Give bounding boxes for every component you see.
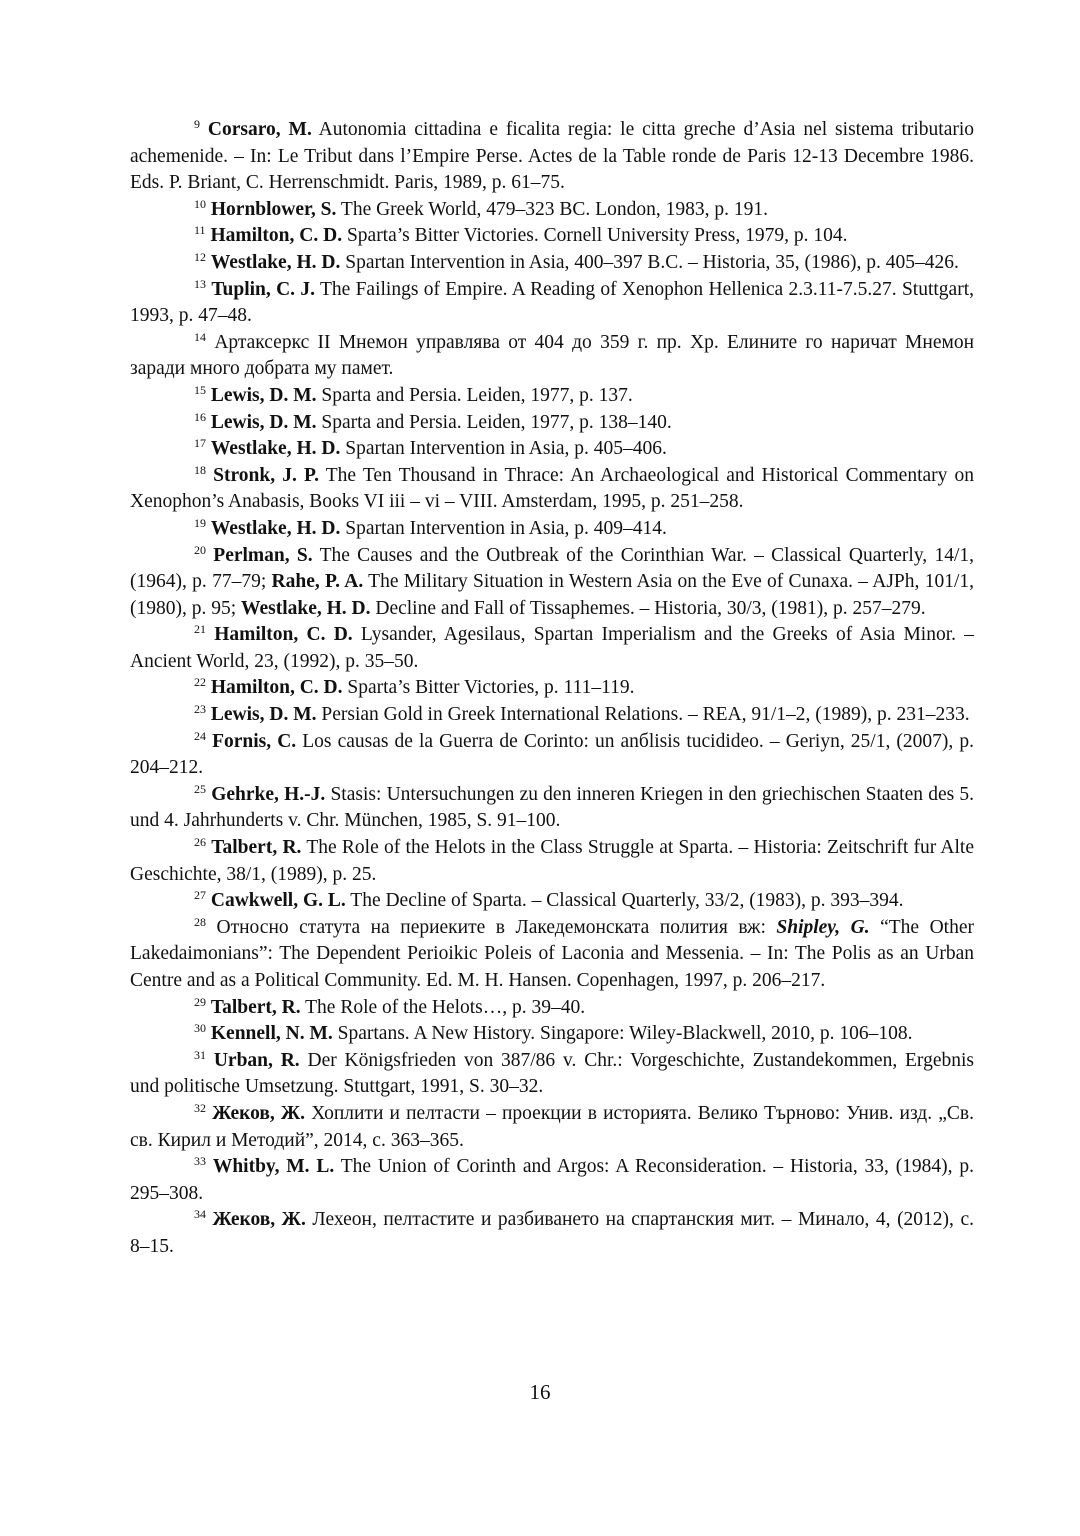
reference-text: Los causas de la Guerra de Corinto: un anбlisis tucidideo. – Geriyn, 25/1, (2007), p. 204–212. <box>130 730 974 779</box>
footnote-number: 22 <box>194 675 206 690</box>
reference-text: Spartan Intervention in Asia, p. 405–406. <box>340 438 667 460</box>
footnote-number: 31 <box>194 1047 206 1062</box>
footnote-number: 20 <box>194 542 206 557</box>
footnote-number: 10 <box>194 196 206 211</box>
reference-text: Относно статута на периеките в Лакедемонската полития вж: <box>216 916 777 938</box>
footnote-number: 27 <box>194 888 206 903</box>
author-name: Westlake, H. D. <box>210 438 341 460</box>
author-name: Жеков, Ж. <box>212 1102 306 1124</box>
author-name: Stronk, J. P. <box>213 464 319 486</box>
footnote-number: 9 <box>194 117 200 131</box>
author-name: Perlman, S. <box>213 544 313 566</box>
page-number: 16 <box>529 1380 551 1404</box>
reference-text: Lysander, Agesilaus, Spartan Imperialism and the Greeks of Asia Minor. – Ancient World, 23, (1992), p. 35–50. <box>130 624 975 672</box>
footnote <box>130 277 974 330</box>
footnote <box>130 622 974 675</box>
reference-text: The Decline of Sparta. – Classical Quarterly, 33/2, (1983), p. 393–394. <box>345 890 904 912</box>
author-name: Hamilton, C. D. <box>210 677 343 699</box>
footnote <box>130 516 974 543</box>
reference-text: The Military Situation in Western Asia on the Eve of Cunaxa. – AJPh, 101/1, (1980), p. 95; <box>130 571 974 619</box>
reference-text: The Failings of Empire. A Reading of Xenophon Hellenica 2.3.11-7.5.27. Stuttgart, 1993, p. 47–48. <box>130 278 975 327</box>
reference-text: Autonomia cittadina e ficalita regia: le citta greche d’Asia nel sistema tributario achemenide. – In: Le Tribut dans l’Empire Perse. Actes de la Table ronde de Paris 12-13 Decembre 1986. Eds. P. Briant, C. Herrenschmidt. Paris, 1989, p. 61–75. <box>130 119 975 194</box>
footnote <box>130 782 974 835</box>
author-name: Lewis, D. M. <box>210 411 317 433</box>
footnote <box>130 675 974 702</box>
footnote-number: 28 <box>194 914 206 929</box>
footnote <box>130 197 974 224</box>
footnote <box>130 117 974 197</box>
reference-text: Артаксеркс II Мнемон управлява от 404 до 359 г. пр. Хр. Елините го наричат Мнемон заради много добрата му памет. <box>130 331 975 380</box>
reference-text: Decline and Fall of Tissaphemes. – Historia, 30/3, (1981), p. 257–279. <box>370 597 926 619</box>
author-name: Talbert, R. <box>211 837 302 859</box>
footnote <box>130 1048 974 1101</box>
reference-text: Sparta’s Bitter Victories. Cornell University Press, 1979, p. 104. <box>342 225 848 247</box>
reference-text: Persian Gold in Greek International Relations. – REA, 91/1–2, (1989), p. 231–233. <box>316 704 970 726</box>
footnote-number: 14 <box>194 329 206 344</box>
author-name: Westlake, H. D. <box>210 251 341 273</box>
footnote <box>130 1207 974 1260</box>
footnote <box>130 436 974 463</box>
footnote <box>130 463 974 516</box>
reference-text: The Union of Corinth and Argos: A Reconsideration. – Historia, 33, (1984), p. 295–308. <box>130 1156 974 1204</box>
author-name: Gehrke, H.-J. <box>211 783 326 805</box>
reference-text: Sparta’s Bitter Victories, p. 111–119. <box>342 677 635 699</box>
author-name: Talbert, R. <box>210 996 301 1018</box>
footnote <box>130 1021 974 1048</box>
reference-text: Sparta and Persia. Leiden, 1977, p. 137. <box>316 384 633 406</box>
author-name: Rahe, P. A. <box>271 571 364 593</box>
reference-text: The Causes and the Outbreak of the Corinthian War. – Classical Quarterly, 14/1, (1964), p. 77–79; <box>130 544 975 593</box>
reference-text: Spartan Intervention in Asia, 400–397 B.C. – Historia, 35, (1986), p. 405–426. <box>340 251 959 273</box>
footnote-number: 32 <box>194 1100 206 1115</box>
reference-text: The Role of the Helots…, p. 39–40. <box>300 996 586 1018</box>
footnote <box>130 410 974 437</box>
author-name: Kennell, N. M. <box>210 1023 333 1045</box>
footnote-number: 12 <box>194 249 206 264</box>
footnote-number: 25 <box>194 781 206 796</box>
footnote-number: 34 <box>194 1207 206 1222</box>
footnote <box>130 330 974 383</box>
footnote-number: 23 <box>194 702 206 717</box>
footnote-number: 11 <box>194 223 206 238</box>
author-name: Hamilton, C. D. <box>210 225 343 247</box>
footnote <box>130 1154 974 1207</box>
reference-text: Лехеон, пелтастите и разбиването на спартанския мит. – Минало, 4, (2012), с. 8–15. <box>130 1209 974 1257</box>
author-name: Hamilton, C. D. <box>214 624 353 646</box>
footnote-number: 16 <box>194 409 206 424</box>
reference-text: Der Königsfrieden von 387/86 v. Chr.: Vorgeschichte, Zustandekommen, Ergebnis und politische Umsetzung. Stuttgart, 1991, S. 30–32. <box>130 1049 974 1098</box>
footnote <box>130 995 974 1022</box>
footnote <box>130 250 974 277</box>
author-name: Urban, R. <box>213 1049 300 1071</box>
author-name: Cawkwell, G. L. <box>210 890 346 912</box>
footnote-number: 17 <box>194 436 206 451</box>
footnote <box>130 729 974 782</box>
author-name: Жеков, Ж. <box>212 1209 306 1231</box>
footnote <box>130 543 974 623</box>
footnote-number: 15 <box>194 382 206 397</box>
footnote <box>130 1101 974 1154</box>
reference-text: Хоплити и пелтасти – проекции в историята. Велико Търново: Унив. изд. „Св. св. Кирил и Методий”, 2014, с. 363–365. <box>130 1102 974 1151</box>
footnote-number: 18 <box>194 462 206 477</box>
author-name: Lewis, D. M. <box>210 384 317 406</box>
footnote-number: 13 <box>194 276 206 291</box>
reference-text: Spartan Intervention in Asia, p. 409–414. <box>340 517 667 539</box>
author-name: Hornblower, S. <box>210 198 337 220</box>
reference-text: Sparta and Persia. Leiden, 1977, p. 138–140. <box>316 411 672 433</box>
footnote <box>130 223 974 250</box>
reference-text: The Role of the Helots in the Class Struggle at Sparta. – Historia: Zeitschrift fur Alte Geschichte, 38/1, (1989), p. 25. <box>130 837 975 885</box>
footnote-number: 26 <box>194 835 206 850</box>
footnote-number: 30 <box>194 1021 206 1036</box>
footnote-number: 24 <box>194 728 206 743</box>
footnote <box>130 702 974 729</box>
reference-text: The Ten Thousand in Thrace: An Archaeological and Historical Commentary on Xenophon’s Anabasis, Books VI iii – vi – VIII. Amsterdam, 1995, p. 251–258. <box>130 464 975 513</box>
author-name: Westlake, H. D. <box>241 597 371 619</box>
reference-text: Stasis: Untersuchungen zu den inneren Kriegen in den griechischen Staaten des 5. und 4. Jahrhunderts v. Chr. München, 1985, S. 91–100. <box>130 783 975 832</box>
author-name: Tuplin, C. J. <box>211 278 315 300</box>
author-name: Lewis, D. M. <box>210 704 317 726</box>
footnote-number: 29 <box>194 994 206 1009</box>
author-name: Whitby, M. L. <box>212 1156 335 1178</box>
author-name: Shipley, G. <box>776 916 870 938</box>
author-name: Corsaro, M. <box>207 119 312 140</box>
reference-text: The Greek World, 479–323 BC. London, 1983, p. 191. <box>336 198 768 220</box>
footnote-number: 33 <box>194 1154 206 1169</box>
author-name: Westlake, H. D. <box>210 517 341 539</box>
footnote <box>130 888 974 915</box>
footnote <box>130 915 974 995</box>
reference-text: “The Other Lakedaimonians”: The Dependent Perioikic Poleis of Laconia and Messenia. – In: The Polis as an Urban Centre and as a Political Community. Ed. M. H. Hansen. Copenhagen, 1997, p. 206–217. <box>130 916 974 991</box>
reference-text: Spartans. A New History. Singapore: Wiley-Blackwell, 2010, p. 106–108. <box>332 1023 913 1045</box>
footnote <box>130 383 974 410</box>
footnote <box>130 835 974 888</box>
footnotes-block <box>130 117 974 1261</box>
footnote-number: 21 <box>194 622 206 637</box>
author-name: Fornis, C. <box>212 730 297 752</box>
footnote-number: 19 <box>194 515 206 530</box>
